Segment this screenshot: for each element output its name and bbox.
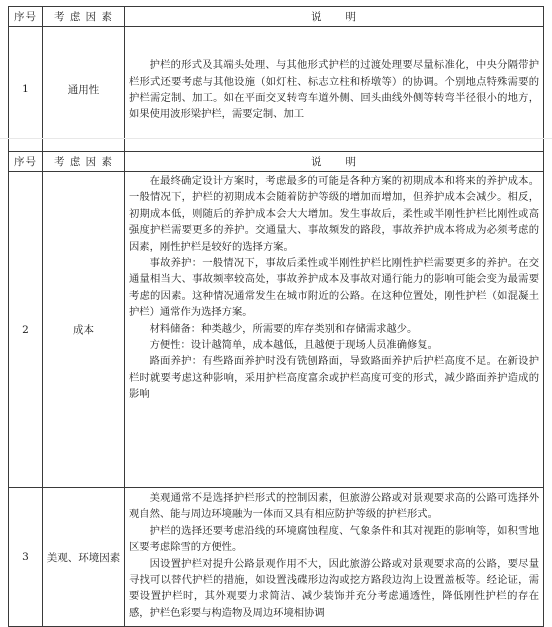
header-num: 序号 (9, 152, 43, 172)
row-number: 2 (9, 172, 43, 488)
row-description (125, 27, 544, 152)
page-divider (0, 138, 552, 139)
table-row (9, 488, 544, 627)
paragraph: 方便性：设计越简单，成本越低，且越便于现场人员准确修复。 (149, 339, 438, 352)
header-factor: 考 虑 因 素 (43, 7, 125, 27)
header-desc: 说 明 (125, 152, 544, 172)
paragraph: 路面养护：有些路面养护时没有铣刨路面，导致路面养护后护栏高度不足。在新设护栏时就要考虑这种影响，采用护栏高度富余或护栏高度可变的形式，减少路面养护造成的影响 (129, 355, 539, 401)
paragraph: 在最终确定设计方案时，考虑最多的可能是各种方案的初期成本和将来的养护成本。一般情况下，护栏的初期成本会随着防护等级的增加而增加，但养护成本会减少。相反，初期成本低，则随后的养护成本会大大增加。发生事故后，柔性或半刚性护栏比刚性或高强度护栏需要更多的养护。交通量大、事故频发的路段，事故养护成本将成为必须考虑的因素，刚性护栏是较好的选择方案。 (129, 175, 539, 253)
paragraph: 护栏的形式及其端头处理、与其他形式护栏的过渡处理要尽量标准化，中央分隔带护栏形式还要考虑与其他设施（如灯柱、标志立柱和桥墩等）的协调。个别地点特殊需要的护栏需定制、加工。如在平面交叉转弯车道外侧、回头曲线外侧等转弯半径很小的地方，如果使用波形梁护栏，需要定制、加工 (129, 59, 539, 121)
header-desc: 说 明 (125, 7, 544, 27)
table-header-row (9, 7, 544, 27)
table-row (9, 172, 544, 488)
row-factor: 成本 (43, 172, 125, 488)
table-row (9, 27, 544, 152)
paragraph: 因设置护栏对提升公路景观作用不大，因此旅游公路或对景观要求高的公路，要尽量寻找可以替代护栏的措施，如设置浅碟形边沟或挖方路段边沟上设置盖板等。经论证，需要设置护栏时，其外观要力求简洁、减少装饰并充分考虑通透性，降低刚性护栏的存在感，护栏色彩要与构造物及周边环境相协调 (129, 557, 539, 619)
row-description (125, 172, 544, 488)
guardrail-table-part1 (8, 6, 544, 152)
header-num: 序号 (9, 7, 43, 27)
paragraph: 护栏的选择还要考虑沿线的环境腐蚀程度、气象条件和其对视距的影响等，如积雪地区要考虑除雪的方便性。 (129, 524, 539, 554)
header-factor: 考 虑 因 素 (43, 152, 125, 172)
paragraph: 材料储备：种类越少，所需要的库存类别和存储需求越少。 (149, 322, 418, 335)
row-description (125, 488, 544, 627)
row-factor: 美观、环境因素 (43, 488, 125, 627)
paragraph: 事故养护：一般情况下，事故后柔性或半刚性护栏比刚性护栏需要更多的养护。在交通量相当大、事故频率较高处，事故养护成本及事故对通行能力的影响可能会变为最需要考虑的因素。这种情况通常发生在城市附近的公路。在这种位置处，刚性护栏（如混凝土护栏）通常作为选择方案。 (129, 257, 539, 319)
row-number: 1 (9, 27, 43, 152)
paragraph: 美观通常不是选择护栏形式的控制因素，但旅游公路或对景观要求高的公路可选择外观自然、能与周边环境融为一体而又具有相应防护等级的护栏形式。 (129, 492, 539, 521)
guardrail-table-part2 (8, 151, 544, 627)
row-factor: 通用性 (43, 27, 125, 152)
table-header-row (9, 152, 544, 172)
row-number: 3 (9, 488, 43, 627)
